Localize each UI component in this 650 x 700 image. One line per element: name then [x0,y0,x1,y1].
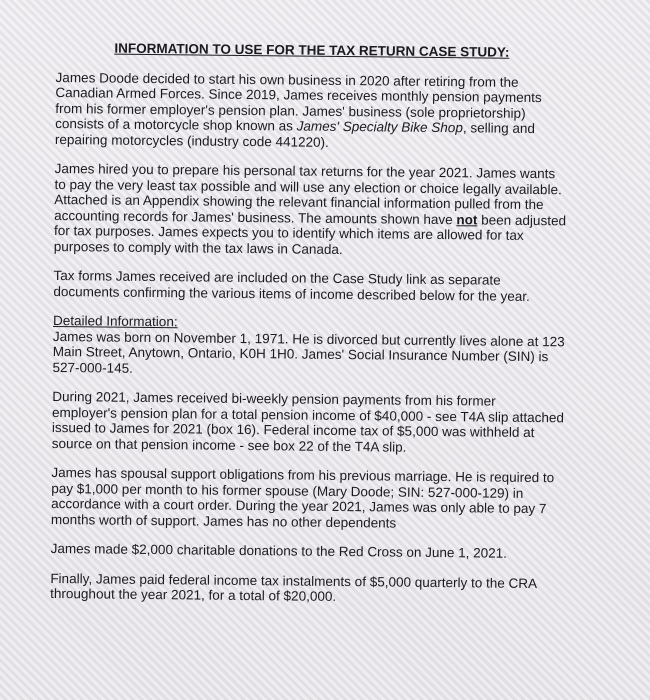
paragraph-instalments: Finally, James paid federal income tax instalments of $5,000 quarterly to the CRA throughout the year 2021, for a total of $20,000. [50,570,537,604]
p2-text-b: been adjusted for tax purposes. James expects you to identify which items are allowed for tax purposes to comply with the tax laws in Canada. [53,211,567,257]
p2-text-a: James hired you to prepare his personal tax returns for the year 2021. James wants to pay the very least tax possible and will use any election or choice legally available. Attached is an Appendix showing the relevant financial information pulled from the accounting records for James' business. The amounts shown have [54,160,562,227]
document-body [50,40,568,621]
detailed-information-heading: Detailed Information: [52,312,178,330]
paragraph-business-intro [55,69,568,152]
paragraph-donations: James made $2,000 charitable donations to the Red Cross on June 1, 2021. [50,540,508,561]
paragraph-tax-forms: Tax forms James received are included on the Case Study link as separate documents confirming the various items of income described below for the year. [53,267,530,304]
paragraph-detailed-information [52,313,565,380]
paragraph-engagement [54,161,567,259]
personal-details: James was born on November 1, 1971. He is divorced but currently lives alone at 123 Main Street, Anytown, Ontario, K0H 1H0. James' Social Insurance Number (SIN) is 527-000-145. [52,328,565,376]
p1-text-a: James Doode decided to start his own business in 2020 after retiring from the Canadian Armed Forces. Since 2019, James receives monthly pension payments from his former employer's pension plan. James' business (sole proprietorship) consists of a motorcycle shop known as [55,69,542,134]
business-name: James' Specialty Bike Shop [296,118,463,136]
emphasis-not: not [456,211,478,227]
p1-text-b: , selling and repairing motorcycles (industry code 441220). [54,120,536,150]
paragraph-spousal-support: James has spousal support obligations from his previous marriage. He is required to pay $1,000 per month to his former spouse (Mary Doode; SIN: 527-000-129) in accordance with a court order. During the year 2021, James was only able to pay 7 months worth of support. James has no other dependents [50,464,555,531]
document-title: INFORMATION TO USE FOR THE TAX RETURN CASE STUDY: [114,40,510,60]
paragraph-pension: During 2021, James received bi-weekly pension payments from his former employer's pension plan for a total pension income of $40,000 - see T4A slip attached issued to James for 2021 (box 16). Federal income tax of $5,000 was withheld at source on that pension income - see box 22 of the T4A slip. [51,388,565,455]
